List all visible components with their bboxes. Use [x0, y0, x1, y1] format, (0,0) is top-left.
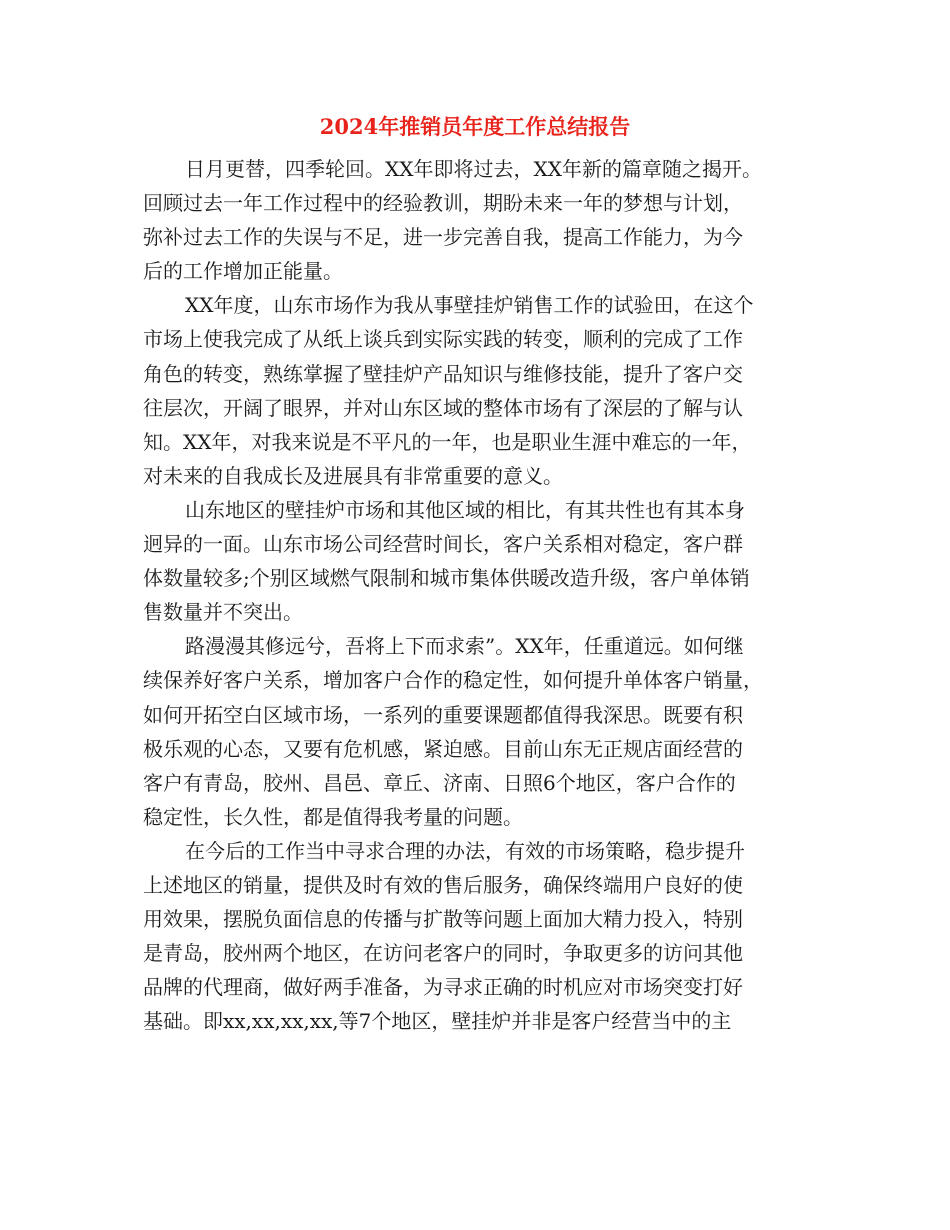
paragraph-line: 续保养好客户关系，增加客户合作的稳定性，如何提升单体客户销量，: [143, 668, 763, 693]
paragraph-3: [143, 493, 815, 629]
paragraph-line: 售数量并不突出。: [143, 600, 303, 625]
paragraph-line: 是青岛，胶州两个地区，在访问老客户的同时，争取更多的访问其他: [143, 941, 743, 966]
paragraph-line: 往层次，开阔了眼界，并对山东区域的整体市场有了深层的了解与认: [143, 395, 743, 420]
paragraph-line: 对未来的自我成长及进展具有非常重要的意义。: [143, 463, 563, 488]
paragraph-line: XX年度，山东市场作为我从事壁挂炉销售工作的试验田，在这个: [185, 293, 754, 318]
paragraph-line: 客户有青岛，胶州、昌邑、章丘、济南、日照6个地区，客户合作的: [143, 770, 736, 795]
paragraph-line: 在今后的工作当中寻求合理的办法，有效的市场策略，稳步提升: [185, 838, 745, 863]
paragraph-line: 体数量较多;个别区域燃气限制和城市集体供暖改造升级，客户单体销: [143, 566, 750, 591]
paragraph-line: 回顾过去一年工作过程中的经验教训，期盼未来一年的梦想与计划，: [143, 191, 743, 216]
paragraph-line: 基础。即xx,xx,xx,xx,等7个地区，壁挂炉并非是客户经营当中的主: [143, 1009, 732, 1034]
document-title: 2024年推销员年度工作总结报告: [319, 114, 631, 139]
paragraph-line: 品牌的代理商，做好两手准备，为寻求正确的时机应对市场突变打好: [143, 975, 743, 1000]
paragraph-line: 角色的转变，熟练掌握了壁挂炉产品知识与维修技能，提升了客户交: [143, 361, 743, 386]
paragraph-line: 弥补过去工作的失误与不足，进一步完善自我，提高工作能力，为今: [143, 225, 743, 250]
paragraph-line: 上述地区的销量，提供及时有效的售后服务，确保终端用户良好的使: [143, 872, 743, 897]
paragraph-line: 后的工作增加正能量。: [143, 259, 343, 284]
paragraph-1: [143, 152, 815, 288]
paragraph-line: 极乐观的心态，又要有危机感，紧迫感。目前山东无正规店面经营的: [143, 736, 743, 761]
paragraph-4: [143, 629, 815, 834]
document-body: [143, 152, 815, 1038]
paragraph-line: 路漫漫其修远兮，吾将上下而求索”。XX年，任重道远。如何继: [185, 634, 744, 659]
paragraph-line: 知。XX年，对我来说是不平凡的一年，也是职业生涯中难忘的一年，: [143, 429, 752, 454]
paragraph-line: 用效果，摆脱负面信息的传播与扩散等问题上面加大精力投入，特别: [143, 907, 743, 932]
paragraph-line: 如何开拓空白区域市场，一系列的重要课题都值得我深思。既要有积: [143, 702, 743, 727]
paragraph-line: 山东地区的壁挂炉市场和其他区域的相比，有其共性也有其本身: [185, 497, 745, 522]
paragraph-2: [143, 288, 815, 493]
paragraph-line: 稳定性，长久性，都是值得我考量的问题。: [143, 804, 523, 829]
paragraph-line: 日月更替，四季轮回。XX年即将过去，XX年新的篇章随之揭开。: [185, 157, 762, 181]
paragraph-line: 市场上使我完成了从纸上谈兵到实际实践的转变，顺利的完成了工作: [143, 327, 743, 352]
paragraph-line: 迥异的一面。山东市场公司经营时间长，客户关系相对稳定，客户群: [143, 532, 743, 557]
paragraph-5: [143, 834, 815, 1039]
